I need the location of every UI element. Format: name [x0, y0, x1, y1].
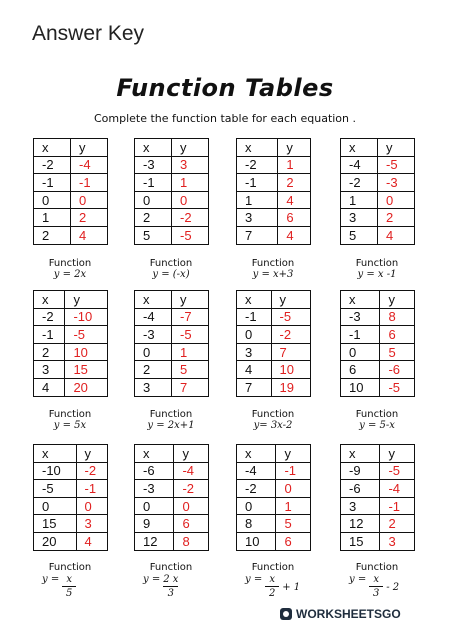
x-value: 8 [237, 515, 276, 533]
column-header-y: y [174, 445, 209, 463]
y-answer: 0 [71, 191, 108, 209]
y-answer: -2 [76, 462, 107, 480]
y-answer: -2 [174, 480, 209, 498]
table-row [34, 174, 108, 192]
x-value: 20 [34, 532, 77, 550]
y-answer: 2 [278, 174, 311, 192]
y-answer: 1 [278, 156, 311, 174]
brand-logo-icon [280, 608, 292, 620]
function-table [33, 138, 108, 245]
table-row [135, 343, 209, 361]
function-table [236, 290, 311, 397]
equation-suffix: - 2 [386, 582, 400, 593]
table-row [341, 326, 415, 344]
table-row [34, 308, 108, 326]
x-value: 0 [237, 497, 276, 515]
y-answer: 8 [174, 532, 209, 550]
function-table [134, 444, 209, 551]
x-value: 2 [34, 226, 71, 244]
column-header-y: y [278, 139, 311, 157]
table-row [135, 156, 209, 174]
table-row [341, 156, 415, 174]
function-equation [245, 574, 300, 599]
function-label: Function [251, 409, 295, 420]
function-table [33, 290, 108, 397]
table-row [34, 497, 108, 515]
y-answer: 20 [65, 378, 108, 396]
y-answer: 6 [276, 532, 311, 550]
function-equation: y= 3x-2 [253, 420, 293, 431]
y-answer: -6 [380, 361, 415, 379]
column-header-y: y [71, 139, 108, 157]
table-row [237, 209, 311, 227]
column-header-x: x [237, 139, 278, 157]
table-row [135, 480, 209, 498]
y-answer: 4 [76, 532, 107, 550]
fraction-numerator: 2 x [163, 574, 179, 585]
function-equation: y = 5x [53, 420, 87, 431]
y-answer: -4 [71, 156, 108, 174]
table-row [237, 191, 311, 209]
y-answer: 0 [172, 191, 209, 209]
function-label: Function [149, 562, 193, 573]
x-value: -2 [237, 156, 278, 174]
y-answer: -5 [172, 226, 209, 244]
x-value: -3 [135, 480, 174, 498]
y-answer: 10 [65, 343, 108, 361]
x-value: -5 [34, 480, 77, 498]
fraction-denominator: 5 [66, 588, 73, 599]
y-answer: 4 [378, 226, 415, 244]
fraction-bar [265, 586, 279, 587]
y-answer: 6 [174, 515, 209, 533]
table-row [237, 378, 311, 396]
x-value: -1 [341, 326, 380, 344]
table-row [34, 361, 108, 379]
y-answer: 3 [76, 515, 107, 533]
x-value: 5 [341, 226, 378, 244]
table-row [135, 326, 209, 344]
x-value: 1 [341, 191, 378, 209]
x-value: -2 [237, 480, 276, 498]
function-label: Function [149, 258, 193, 269]
x-value: 3 [341, 497, 380, 515]
y-answer: 2 [71, 209, 108, 227]
y-answer: -4 [380, 480, 415, 498]
function-table [236, 444, 311, 551]
function-table [33, 444, 108, 551]
fraction-bar [62, 586, 76, 587]
equation-fraction [265, 574, 279, 599]
function-label: Function [251, 258, 295, 269]
y-answer: 0 [378, 191, 415, 209]
column-header-y: y [172, 139, 209, 157]
column-header-y: y [271, 291, 310, 309]
x-value: -4 [237, 462, 276, 480]
instructions: Complete the function table for each equation . [93, 112, 357, 125]
x-value: 0 [135, 497, 174, 515]
table-row [135, 226, 209, 244]
column-header-y: y [380, 291, 415, 309]
column-header-x: x [135, 139, 172, 157]
table-row [135, 174, 209, 192]
y-answer: 5 [172, 361, 209, 379]
y-answer: 2 [380, 515, 415, 533]
table-row [341, 361, 415, 379]
column-header-x: x [237, 445, 276, 463]
y-answer: 0 [174, 497, 209, 515]
table-row [341, 209, 415, 227]
y-answer: -1 [380, 497, 415, 515]
y-answer: -1 [76, 480, 107, 498]
column-header-x: x [341, 445, 380, 463]
table-row [34, 462, 108, 480]
table-row [135, 515, 209, 533]
x-value: 2 [135, 361, 172, 379]
x-value: 1 [237, 191, 278, 209]
equation-prefix: y = [143, 574, 161, 585]
x-value: 3 [237, 209, 278, 227]
x-value: -1 [34, 174, 71, 192]
x-value: 7 [237, 226, 278, 244]
y-answer: -1 [276, 462, 311, 480]
function-table [134, 290, 209, 397]
equation-fraction [62, 574, 76, 599]
x-value: 4 [34, 378, 65, 396]
x-value: -2 [34, 308, 65, 326]
fraction-bar [163, 586, 178, 587]
x-value: 10 [237, 532, 276, 550]
x-value: 6 [341, 361, 380, 379]
table-row [237, 515, 311, 533]
x-value: -9 [341, 462, 380, 480]
y-answer: -5 [380, 462, 415, 480]
y-answer: 4 [278, 191, 311, 209]
table-row [135, 191, 209, 209]
table-row [237, 532, 311, 550]
x-value: -1 [237, 174, 278, 192]
y-answer: 15 [65, 361, 108, 379]
x-value: 3 [237, 343, 272, 361]
function-table [236, 138, 311, 245]
y-answer: -5 [271, 308, 310, 326]
column-header-y: y [76, 445, 107, 463]
table-row [34, 343, 108, 361]
table-row [341, 480, 415, 498]
table-row [135, 497, 209, 515]
table-row [341, 343, 415, 361]
column-header-y: y [65, 291, 108, 309]
table-row [135, 209, 209, 227]
column-header-x: x [34, 445, 77, 463]
table-row [34, 209, 108, 227]
x-value: 12 [341, 515, 380, 533]
equation-prefix: y = [349, 574, 367, 585]
page-title: Function Tables [116, 74, 334, 102]
brand-logo [280, 607, 401, 621]
function-table [340, 444, 415, 551]
fraction-denominator: 3 [167, 588, 174, 599]
y-answer: -3 [378, 174, 415, 192]
x-value: -4 [135, 308, 172, 326]
function-label: Function [149, 409, 193, 420]
table-row [34, 515, 108, 533]
y-answer: 4 [278, 226, 311, 244]
table-row [237, 343, 311, 361]
x-value: 4 [237, 361, 272, 379]
column-header-y: y [276, 445, 311, 463]
y-answer: 6 [380, 326, 415, 344]
column-header-y: y [378, 139, 415, 157]
fraction-numerator: x [373, 574, 380, 585]
function-table [134, 138, 209, 245]
x-value: 0 [341, 343, 380, 361]
column-header-x: x [135, 291, 172, 309]
function-equation: y = 2x [53, 269, 87, 280]
column-header-x: x [237, 291, 272, 309]
x-value: 15 [34, 515, 77, 533]
x-value: 0 [135, 191, 172, 209]
y-answer: 5 [380, 343, 415, 361]
table-row [34, 480, 108, 498]
column-header-y: y [172, 291, 209, 309]
column-header-x: x [34, 139, 71, 157]
y-answer: -2 [271, 326, 310, 344]
equation-prefix: y = [42, 574, 60, 585]
function-label: Function [355, 409, 399, 420]
table-row [237, 480, 311, 498]
table-row [341, 308, 415, 326]
column-header-x: x [135, 445, 174, 463]
y-answer: 8 [380, 308, 415, 326]
table-row [34, 191, 108, 209]
x-value: 3 [135, 378, 172, 396]
table-row [341, 174, 415, 192]
x-value: 7 [237, 378, 272, 396]
function-label: Function [251, 562, 295, 573]
x-value: -3 [135, 156, 172, 174]
function-equation [349, 574, 399, 599]
column-header-y: y [380, 445, 415, 463]
fraction-numerator: x [269, 574, 276, 585]
brand-name: WORKSHEETSGO [296, 607, 401, 621]
y-answer: 5 [276, 515, 311, 533]
x-value: 0 [237, 326, 272, 344]
x-value: 2 [135, 209, 172, 227]
y-answer: 0 [276, 480, 311, 498]
function-table [340, 290, 415, 397]
y-answer: -10 [65, 308, 108, 326]
table-row [341, 497, 415, 515]
y-answer: 1 [276, 497, 311, 515]
table-row [341, 191, 415, 209]
y-answer: 6 [278, 209, 311, 227]
table-row [34, 532, 108, 550]
table-row [135, 308, 209, 326]
y-answer: -4 [174, 462, 209, 480]
x-value: 1 [34, 209, 71, 227]
function-label: Function [48, 258, 92, 269]
x-value: 9 [135, 515, 174, 533]
y-answer: -5 [65, 326, 108, 344]
table-row [34, 156, 108, 174]
function-label: Function [48, 409, 92, 420]
x-value: 0 [135, 343, 172, 361]
x-value: -1 [237, 308, 272, 326]
function-equation: y = 2x+1 [147, 420, 195, 431]
table-row [237, 326, 311, 344]
column-header-x: x [341, 291, 380, 309]
table-row [237, 156, 311, 174]
table-row [135, 462, 209, 480]
equation-suffix: + 1 [282, 582, 301, 593]
function-equation: y = 5-x [359, 420, 395, 431]
table-row [237, 497, 311, 515]
x-value: 12 [135, 532, 174, 550]
x-value: -10 [34, 462, 77, 480]
column-header-x: x [34, 291, 65, 309]
x-value: 10 [341, 378, 380, 396]
x-value: 3 [34, 361, 65, 379]
x-value: -4 [341, 156, 378, 174]
y-answer: 7 [172, 378, 209, 396]
y-answer: -2 [172, 209, 209, 227]
y-answer: 3 [380, 532, 415, 550]
y-answer: 1 [172, 174, 209, 192]
x-value: 5 [135, 226, 172, 244]
table-row [341, 532, 415, 550]
y-answer: 19 [271, 378, 310, 396]
table-row [341, 226, 415, 244]
x-value: -3 [341, 308, 380, 326]
x-value: 0 [34, 191, 71, 209]
x-value: 3 [341, 209, 378, 227]
x-value: 15 [341, 532, 380, 550]
table-row [341, 462, 415, 480]
equation-fraction [369, 574, 383, 599]
y-answer: 0 [76, 497, 107, 515]
function-table [340, 138, 415, 245]
table-row [34, 326, 108, 344]
equation-prefix: y = [245, 574, 263, 585]
y-answer: 1 [172, 343, 209, 361]
x-value: -2 [341, 174, 378, 192]
equation-fraction [163, 574, 178, 599]
y-answer: 3 [172, 156, 209, 174]
function-label: Function [355, 258, 399, 269]
fraction-bar [369, 586, 383, 587]
y-answer: 4 [71, 226, 108, 244]
fraction-denominator: 3 [373, 588, 380, 599]
x-value: 2 [34, 343, 65, 361]
column-header-x: x [341, 139, 378, 157]
table-row [237, 462, 311, 480]
function-equation [42, 574, 76, 599]
table-row [237, 174, 311, 192]
table-row [135, 532, 209, 550]
table-row [135, 378, 209, 396]
function-equation: y = (-x) [152, 269, 190, 280]
x-value: -1 [34, 326, 65, 344]
x-value: -6 [341, 480, 380, 498]
function-label: Function [355, 562, 399, 573]
table-row [34, 226, 108, 244]
y-answer: -7 [172, 308, 209, 326]
y-answer: 7 [271, 343, 310, 361]
table-row [341, 378, 415, 396]
y-answer: -5 [378, 156, 415, 174]
table-row [341, 515, 415, 533]
y-answer: 10 [271, 361, 310, 379]
x-value: -6 [135, 462, 174, 480]
fraction-numerator: x [66, 574, 73, 585]
function-equation [143, 574, 178, 599]
function-equation: y = x -1 [357, 269, 397, 280]
function-equation: y = x+3 [252, 269, 294, 280]
table-row [135, 361, 209, 379]
y-answer: -5 [172, 326, 209, 344]
table-row [237, 226, 311, 244]
x-value: -2 [34, 156, 71, 174]
table-row [237, 361, 311, 379]
x-value: -1 [135, 174, 172, 192]
y-answer: -1 [71, 174, 108, 192]
x-value: 0 [34, 497, 77, 515]
table-row [34, 378, 108, 396]
y-answer: 2 [378, 209, 415, 227]
answer-key-heading: Answer Key [32, 22, 145, 45]
x-value: -3 [135, 326, 172, 344]
function-label: Function [48, 562, 92, 573]
table-row [237, 308, 311, 326]
fraction-denominator: 2 [269, 588, 276, 599]
y-answer: -5 [380, 378, 415, 396]
